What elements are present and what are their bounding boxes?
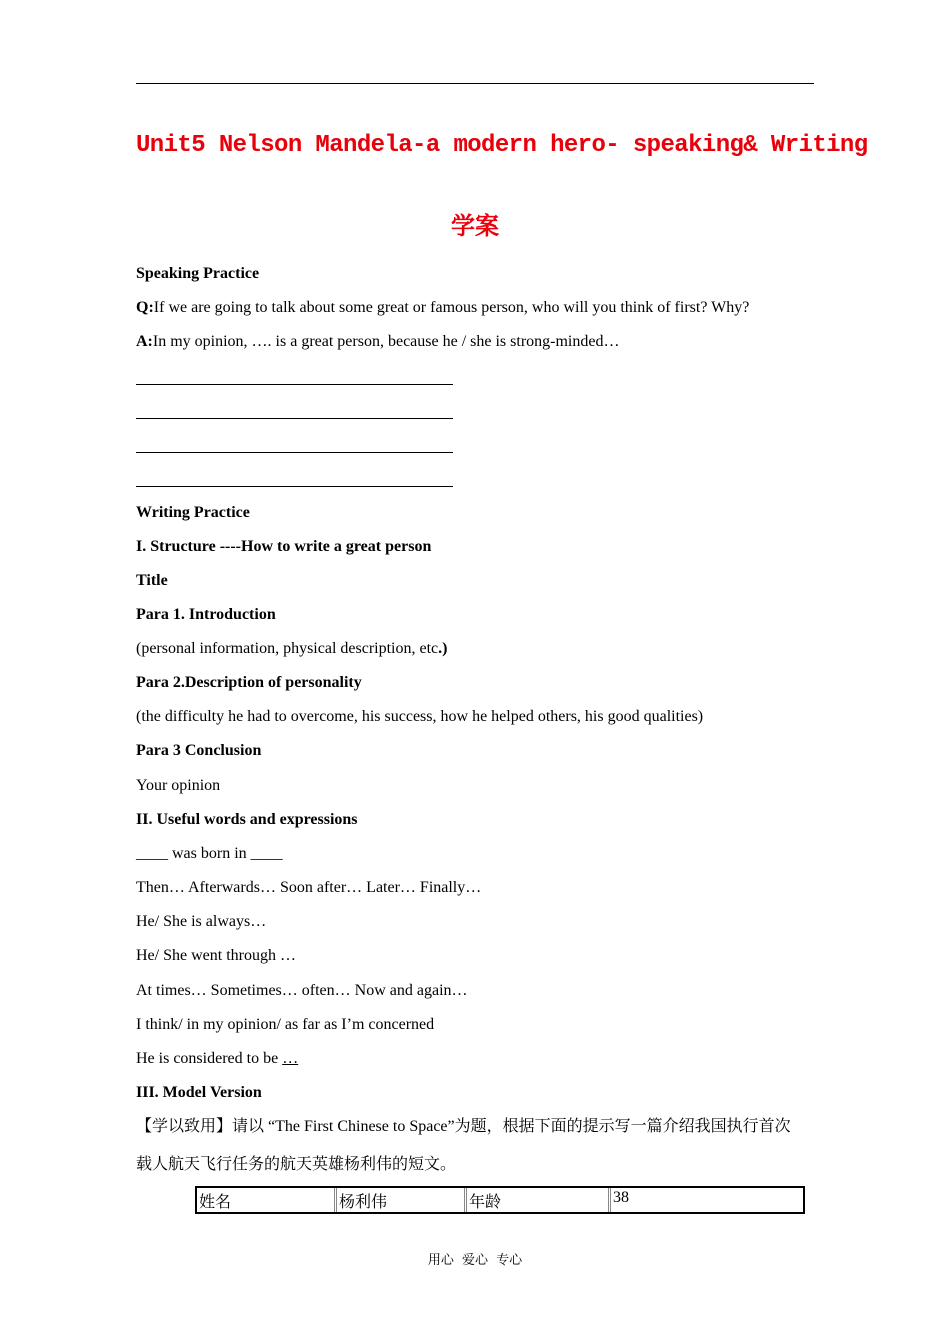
question-label: Q: [136,299,154,316]
speaking-question [136,298,749,318]
answer-blank-line [136,384,453,385]
expression-item: Then… Afterwards… Soon after… Later… Finally… [136,879,482,896]
para3-heading: Para 3 Conclusion [136,742,262,759]
para1-desc: (personal information, physical description, etc [136,640,439,657]
question-text: If we are going to talk about some great or famous person, who will you think of first? Why? [153,299,750,316]
answer-blank-line [136,486,453,487]
table-cell-label: 姓名 [199,1194,232,1211]
considered-text: He is considered to be [136,1050,283,1067]
model-heading: III. Model Version [136,1084,262,1101]
para2-heading: Para 2.Description of personality [136,674,362,691]
table-cell-value: 杨利伟 [334,1188,464,1212]
answer-text: In my opinion, …. is a great person, because he / she is strong-minded… [152,333,620,350]
title-label: Title [136,572,168,589]
doc-title-line1: Unit5 Nelson Mandela-a modern hero- speaking& Writing [136,132,868,159]
writing-heading: Writing Practice [136,504,250,521]
para2-text: (the difficulty he had to overcome, his success, how he helped others, his good qualities) [136,708,704,725]
useful-heading: II. Useful words and expressions [136,811,358,828]
para1-text [136,639,447,659]
task-instruction-line1: 【学以致用】请以 “The First Chinese to Space”为题，根据下面的提示写一篇介绍我国执行首次 [136,1118,791,1135]
considered-ellipsis: … [282,1050,299,1067]
answer-blank-line [136,418,453,419]
answer-blank-line [136,452,453,453]
expression-item: ____ was born in ____ [136,845,283,862]
page-footer: 用心 爱心 专心 [427,1253,523,1268]
task-instruction-line2: 载人航天飞行任务的航天英雄杨利伟的短文。 [136,1156,457,1173]
table-row [197,1188,803,1212]
para1-heading: Para 1. Introduction [136,606,276,623]
expression-item: At times… Sometimes… often… Now and again… [136,982,468,999]
expression-item: He/ She went through … [136,947,296,964]
table-cell-value: 38 [608,1188,803,1212]
structure-heading: I. Structure ----How to write a great person [136,538,432,555]
para1-close: .) [438,640,448,657]
speaking-heading: Speaking Practice [136,265,260,282]
table-cell-label: 年龄 [464,1188,608,1212]
para3-text: Your opinion [136,777,221,794]
expression-item: He/ She is always… [136,913,267,930]
info-table [195,1186,805,1214]
expression-item-considered [136,1049,298,1069]
speaking-answer [136,332,619,352]
expression-item: I think/ in my opinion/ as far as I’m concerned [136,1016,435,1033]
doc-title-line2: 学案 [451,212,499,240]
answer-label: A: [136,333,153,350]
header-rule [136,83,814,84]
